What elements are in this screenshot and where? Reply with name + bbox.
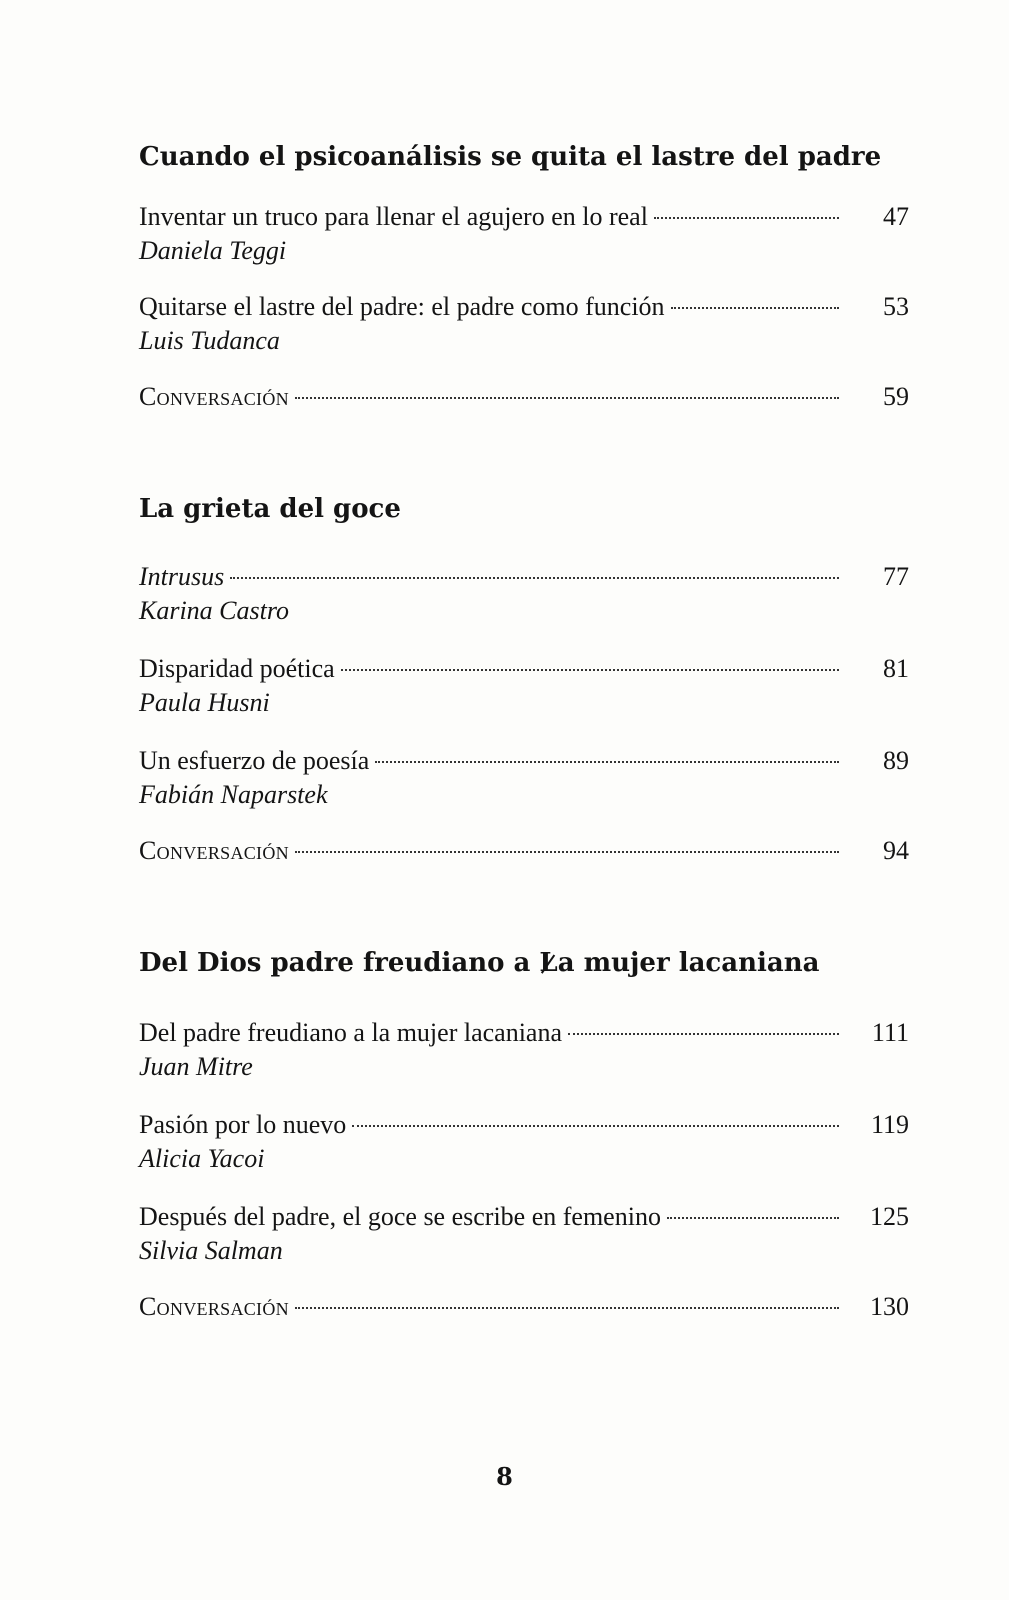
toc-entry-line (139, 560, 909, 594)
toc-entry (139, 1200, 909, 1268)
toc-section (139, 140, 909, 414)
toc-entry (139, 744, 909, 812)
page-number: 77 (883, 562, 909, 591)
entry-author: Juan Mitre (139, 1052, 253, 1081)
toc-entry (139, 380, 909, 414)
entry-title: Un esfuerzo de poesía (139, 746, 370, 775)
toc-entry-line (139, 1108, 909, 1142)
section-title-suffix: a mujer lacaniana (557, 948, 820, 978)
dot-leader (654, 217, 839, 219)
dot-leader (352, 1125, 839, 1127)
toc-section (139, 946, 909, 1324)
toc-entry (139, 560, 909, 628)
section-title: Cuando el psicoanálisis se quita el lastre del padre (139, 142, 882, 172)
dot-leader (667, 1217, 839, 1219)
toc-entry (139, 200, 909, 268)
toc-entry-line (139, 744, 909, 778)
dot-leader (230, 577, 839, 579)
entry-title: Después del padre, el goce se escribe en femenino (139, 1202, 661, 1231)
entry-title: Conversación (139, 382, 289, 411)
entry-author: Luis Tudanca (139, 326, 280, 355)
page-number: 47 (883, 202, 909, 231)
entry-author: Silvia Salman (139, 1236, 283, 1265)
page-number: 94 (883, 836, 909, 865)
dot-leader (341, 669, 839, 671)
struck-letter: L (539, 948, 558, 978)
entry-author: Fabián Naparstek (139, 780, 328, 809)
entry-author: Karina Castro (139, 596, 290, 625)
section-title-prefix: Del Dios padre freudiano a (139, 948, 540, 978)
toc-entry (139, 652, 909, 720)
dot-leader (295, 1307, 839, 1309)
toc-entry-line (139, 200, 909, 234)
toc-section (139, 492, 909, 868)
entry-title: Inventar un truco para llenar el agujero en lo real (139, 202, 648, 231)
entry-title: Quitarse el lastre del padre: el padre como función (139, 292, 665, 321)
page-number: 81 (883, 654, 909, 683)
dot-leader (295, 397, 839, 399)
entry-title: Conversación (139, 1292, 289, 1321)
page-number: 53 (883, 292, 909, 321)
section-title: La grieta del goce (139, 494, 401, 524)
dot-leader (568, 1033, 839, 1035)
dot-leader (295, 851, 839, 853)
toc-entry (139, 1016, 909, 1084)
page-folio: 8 (496, 1462, 513, 1491)
page-number: 119 (870, 1110, 909, 1139)
entry-author: Paula Husni (139, 688, 270, 717)
page-number: 130 (870, 1292, 909, 1321)
entry-title: Intrusus (139, 562, 225, 591)
entry-title: Del padre freudiano a la mujer lacaniana (139, 1018, 562, 1047)
toc-entry (139, 290, 909, 358)
page-number: 125 (870, 1202, 909, 1231)
page-number: 111 (871, 1018, 909, 1047)
toc-entry (139, 1290, 909, 1324)
toc-entry-line (139, 290, 909, 324)
entry-title: Disparidad poética (139, 654, 335, 683)
dot-leader (375, 761, 839, 763)
dot-leader (671, 307, 839, 309)
toc-entry-line (139, 1290, 909, 1324)
toc-entry-line (139, 834, 909, 868)
entry-author: Daniela Teggi (139, 236, 287, 265)
entry-author: Alicia Yacoi (139, 1144, 265, 1173)
page-number: 89 (883, 746, 909, 775)
toc-entry-line (139, 380, 909, 414)
page-number: 59 (883, 382, 909, 411)
toc-entry-line (139, 1016, 909, 1050)
toc-entry (139, 1108, 909, 1176)
toc-entry-line (139, 1200, 909, 1234)
toc-entry-line (139, 652, 909, 686)
section-title (139, 946, 909, 980)
entry-title: Conversación (139, 836, 289, 865)
entry-title: Pasión por lo nuevo (139, 1110, 347, 1139)
toc-entry (139, 834, 909, 868)
